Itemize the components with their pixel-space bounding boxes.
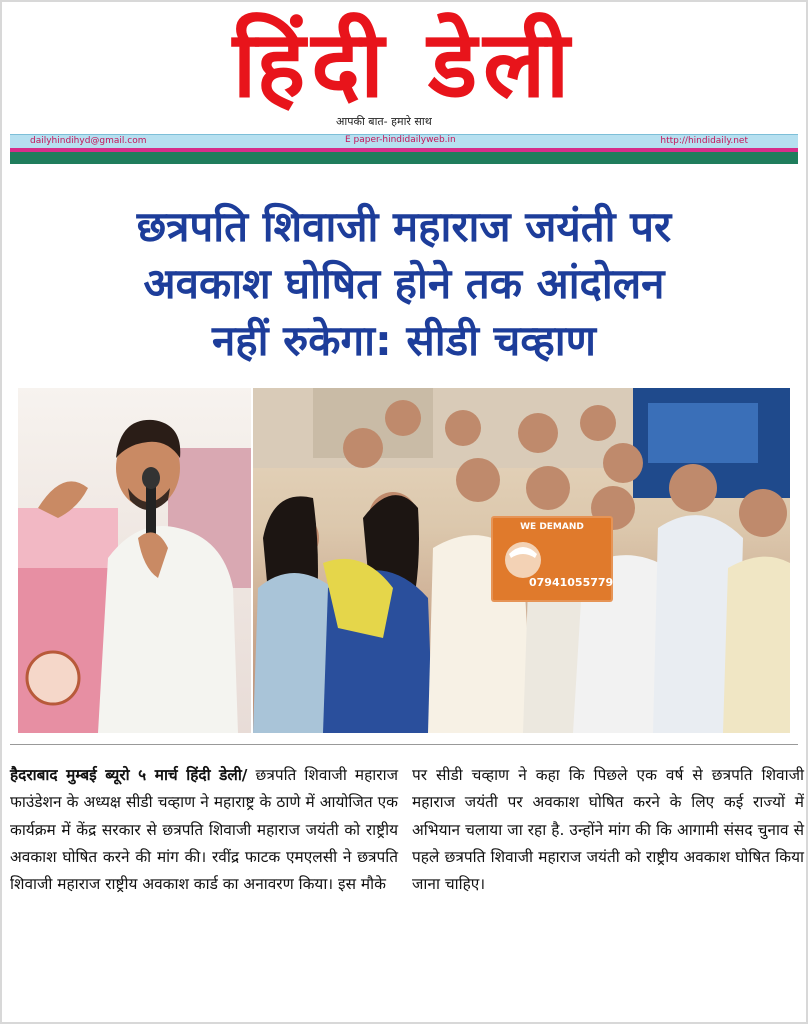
demand-card	[491, 516, 613, 602]
epaper-link: E paper-hindidailyweb.in	[345, 135, 456, 145]
contact-strip	[10, 134, 798, 148]
website-link: http://hindidaily.net	[660, 136, 748, 146]
headline-line: छत्रपति शिवाजी महाराज जयंती पर	[136, 202, 672, 251]
article-body-right: पर सीडी चव्हाण ने कहा कि पिछले एक वर्ष से छत्रपति शिवाजी महाराज जयंती पर अवकाश घोषित करने के लिए कई राज्यों में अभियान चलाया जा रहा है. उन्होंने मांग की कि आगामी संसद चुनाव से पहले छत्रपति शिवाजी महाराज जयंती को राष्ट्रीय अवकाश घोषित किया जाना चाहिए।	[412, 766, 804, 894]
headline-line: नहीं रुकेगा: सीडी चव्हाण	[211, 316, 597, 365]
contact-email: dailyhindihyd@gmail.com	[30, 136, 147, 146]
headline-line: अवकाश घोषित होने तक आंदोलन	[143, 259, 665, 308]
portrait-icon	[503, 540, 543, 580]
article-column-right	[412, 762, 804, 898]
article-body-left: छत्रपति शिवाजी महाराज फाउंडेशन के अध्यक्ष सीडी चव्हाण ने महाराष्ट्र के ठाणे में आयोजित एक कार्यक्रम में केंद्र सरकार से छत्रपति शिवाजी महाराज जयंती को राष्ट्रीय अवकाश घोषित करने की मांग की। रवींद्र फाटक एमएलसी ने छत्रपति शिवाजी महाराज राष्ट्रीय अवकाश कार्ड का अनावरण किया। इस मौके	[10, 766, 398, 894]
masthead	[10, 6, 798, 156]
section-divider	[10, 744, 798, 745]
demand-card-phone: 07941055779	[529, 576, 614, 589]
photo-group	[253, 388, 790, 733]
article-dateline: हैदराबाद मुम्बई ब्यूरो ५ मार्च हिंदी डेली/	[10, 766, 248, 784]
article-column-left	[10, 762, 398, 898]
masthead-green-bar	[10, 152, 798, 164]
photo-speaker	[18, 388, 251, 733]
newspaper-title: हिंदी डेली	[232, 11, 576, 118]
newspaper-tagline: आपकी बात- हमारे साथ	[336, 115, 432, 128]
demand-card-title: WE DEMAND	[520, 522, 584, 532]
speaker-illustration	[18, 388, 251, 733]
article-headline	[10, 198, 798, 369]
